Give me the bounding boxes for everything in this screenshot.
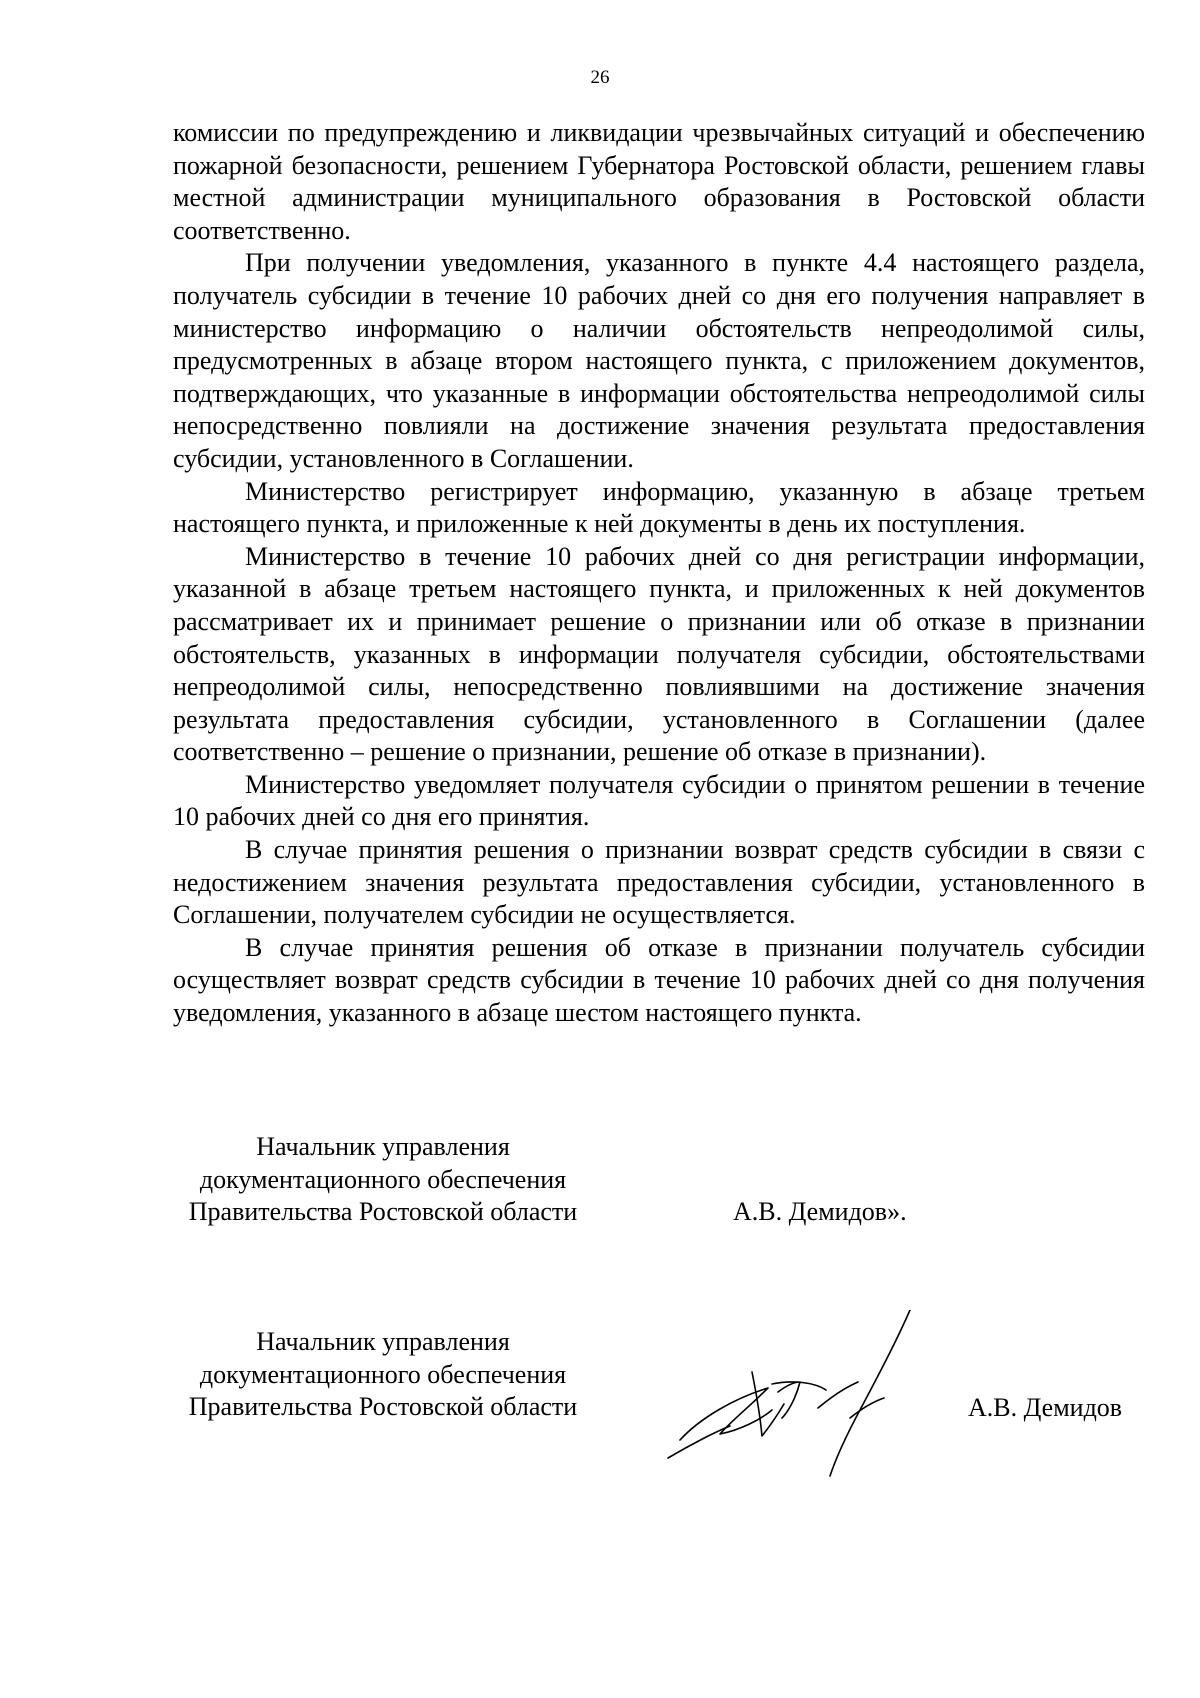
document-body bbox=[173, 117, 1145, 1030]
signatory-title-line: Начальник управления bbox=[256, 1132, 510, 1161]
signatory-title-2 bbox=[168, 1326, 598, 1424]
paragraph-7: В случае принятия решения об отказе в признании получатель субсидии осуществляет возврат средств субсидии в течение 10 рабочих дней со дня получения уведомления, указанного в абзаце шестом настоящего пункта. bbox=[173, 932, 1145, 1028]
signatory-name-1: А.В. Демидов». bbox=[733, 1197, 907, 1226]
handwritten-signature bbox=[660, 1310, 960, 1480]
paragraph-1: комиссии по предупреждению и ликвидации чрезвычайных ситуаций и обеспечению пожарной безопасности, решением Губернатора Ростовской области, решением главы местной администрации муниципального образования в Ростовской области соответственно. bbox=[173, 118, 1145, 245]
page-number: 26 bbox=[590, 67, 610, 88]
signatory-title-line: Начальник управления bbox=[256, 1327, 510, 1356]
signatory-title-line: Правительства Ростовской области bbox=[188, 1392, 578, 1422]
paragraph-3: Министерство регистрирует информацию, указанную в абзаце третьем настоящего пункта, и приложенные к ней документы в день их поступления. bbox=[173, 476, 1145, 539]
signatory-name-2: А.В. Демидов bbox=[968, 1393, 1123, 1422]
signatory-title-1 bbox=[168, 1131, 598, 1229]
signatory-title-line: документационного обеспечения bbox=[199, 1359, 567, 1389]
paragraph-4: Министерство в течение 10 рабочих дней со дня регистрации информации, указанной в абзаце третьем настоящего пункта, и приложенных к ней документов рассматривает их и принимает решение о признании или об отказе в признании обстоятельств, указанных в информации получателя субсидии, обстоятельствами непреодолимой силы, непосредственно повлиявшими на достижение значения результата предоставления субсидии, установленного в Соглашении (далее соответственно – решение о признании, решение об отказе в признании). bbox=[173, 541, 1145, 767]
paragraph-2: При получении уведомления, указанного в пункте 4.4 настоящего раздела, получатель субсидии в течение 10 рабочих дней со дня его получения направляет в министерство информацию о наличии обстоятельств непреодолимой силы, предусмотренных в абзаце втором настоящего пункта, с приложением документов, подтверждающих, что указанные в информации обстоятельства непреодолимой силы непосредственно повлияли на достижение значения результата предоставления субсидии, установленного в Соглашении. bbox=[173, 248, 1145, 473]
signatory-title-line: документационного обеспечения bbox=[199, 1164, 567, 1194]
paragraph-5: Министерство уведомляет получателя субсидии о принятом решении в течение 10 рабочих дней со дня его принятия. bbox=[173, 769, 1145, 832]
signatory-title-line: Правительства Ростовской области bbox=[188, 1197, 578, 1227]
paragraph-6: В случае принятия решения о признании возврат средств субсидии в связи с недостижением значения результата предоставления субсидии, установленного в Соглашении, получателем субсидии не осуществляется. bbox=[173, 835, 1145, 930]
